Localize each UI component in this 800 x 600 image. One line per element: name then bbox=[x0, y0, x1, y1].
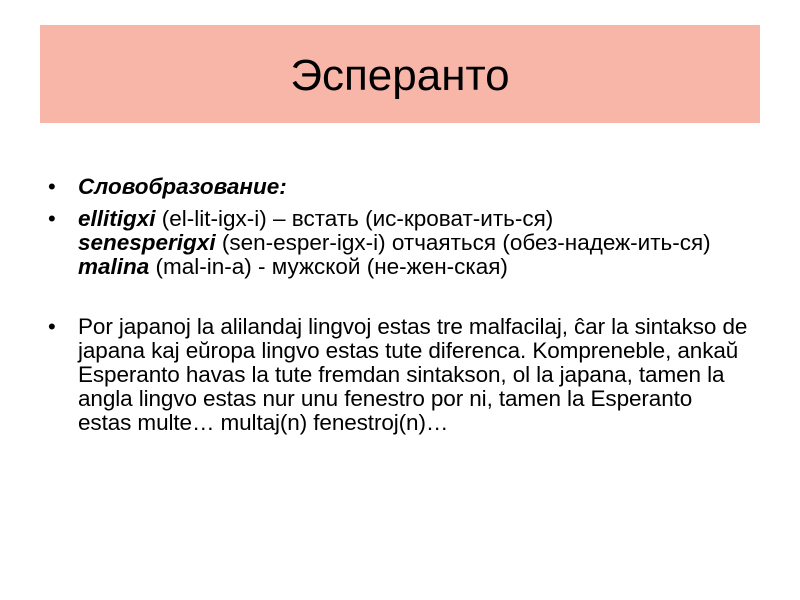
bullet-list bbox=[0, 175, 800, 435]
bullet-item-examples bbox=[0, 207, 800, 279]
esperanto-word: ellitigxi bbox=[78, 206, 156, 231]
example-row bbox=[78, 231, 748, 255]
word-breakdown: (sen-esper-igx-i) отчаяться (обез-надеж-ить-ся) bbox=[215, 230, 711, 255]
bullet-item-paragraph bbox=[0, 315, 800, 435]
bullet-item-word-formation bbox=[0, 175, 800, 199]
word-breakdown: (mal-in-a) - мужской (не-жен-ская) bbox=[149, 254, 508, 279]
title-banner bbox=[40, 25, 760, 123]
example-row bbox=[78, 255, 748, 279]
example-row bbox=[78, 207, 748, 231]
bullet-icon: • bbox=[48, 206, 56, 231]
esperanto-word: malina bbox=[78, 254, 150, 279]
word-breakdown: (el-lit-igx-i) – встать (ис-кроват-ить-ся) bbox=[155, 206, 554, 231]
word-formation-heading: Словобразование: bbox=[78, 174, 287, 199]
bullet-icon: • bbox=[48, 174, 56, 199]
esperanto-word: senesperigxi bbox=[78, 230, 216, 255]
bullet-icon: • bbox=[48, 314, 56, 339]
paragraph-text: Por japanoj la alilandaj lingvoj estas tre malfacilaj, ĉar la sintakso de japana kaj eŭropa lingvo estas tute diferenca. Kompreneble, ankaŭ Esperanto havas la tute fremdan sintakson, ol la japana, tamen la angla lingvo estas nur unu fenestro por ni, tamen la Esperanto estas multe… multaj(n) fenestroj(n)… bbox=[78, 314, 748, 435]
slide-title: Эсперанто bbox=[290, 51, 510, 100]
